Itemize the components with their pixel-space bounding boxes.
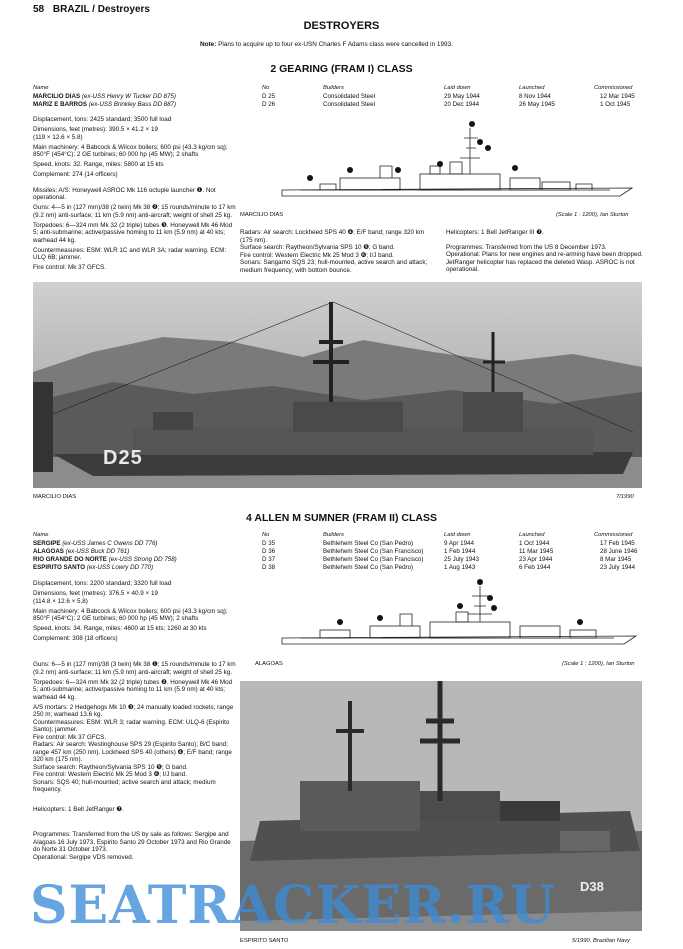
spec-helicopters: Helicopters: 1 Bell JetRanger ❼. [33,805,124,813]
spec-fire-control-radar: Fire control: Western Electric Mk 25 Mod 3 ❻; I/J band. [240,251,394,259]
ship-laid-down: 9 Apr 1944 [444,540,474,547]
note [200,41,453,48]
spec-sonars: Sonars: Sangamo SQS 23; hull-mounted, active search and attack; medium frequency; with bottom bounce. [240,259,428,274]
col-header-launched: Launched [519,85,545,91]
page-header [33,4,150,15]
col-header-name: Name [33,532,49,538]
ship-launched: 26 May 1945 [519,101,555,108]
sumner-photo-date: 5/1990, Brazilian Navy [572,938,631,944]
ship-laid-down: 1 Aug 1943 [444,564,476,571]
sumner-weapons [33,661,238,864]
ship-builder: Consolidated Steel [323,101,375,108]
spec-machinery: Main machinery: 4 Babcock & Wilcox boilers; 600 psi (43.3 kg/cm sq); 850°F (454°C); 2 GE turbines; 60 000 hp (45 MW); 2 shafts [33,143,228,158]
sumner-drawing-caption: ALAGOAS [255,661,283,667]
table-row: SERGIPE (ex-USS James C Owens DD 776) [33,540,158,547]
ship-laid-down: 20 Dec 1944 [444,101,480,108]
spec-torpedoes: Torpedoes: 6—324 mm Mk 32 (2 triple) tubes ❷. Honeywell Mk 46 Mod 5; anti-submarine; active/passive homing to 11 km (5.9 nm) at 40 kts; warhead 44 kg. [33,678,233,701]
spec-missiles: Missiles: A/S: Honeywell ASROC Mk 116 octuple launcher ❶. Not operational. [33,186,216,201]
spec-complement: Complement: 274 (14 officers) [33,171,118,178]
spec-machinery: Main machinery: 4 Babcock & Wilcox boilers; 600 psi (43.3 kg/cm sq); 850°F (454°C); 2 GE turbines; 60 000 hp (45 MW); 2 shafts [33,607,228,622]
ship-number: D 37 [262,556,276,563]
col-header-commissioned: Commissioned [594,532,633,538]
spec-dimensions: Dimensions, feet (metres): 390.5 × 41.2 × 19 [33,126,158,133]
ship-launched: 1 Oct 1944 [519,540,550,547]
spec-speed: Speed, knots: 34. Range, miles: 4600 at 15 kts; 1260 at 30 kts [33,625,207,632]
sumner-ship-drawing [280,578,640,660]
ship-commissioned: 8 Mar 1945 [600,556,632,563]
gearing-notes [446,229,644,276]
ship-commissioned: 1 Oct 1945 [600,101,631,108]
ship-commissioned: 23 July 1944 [600,564,636,571]
running-title: BRAZIL / Destroyers [52,4,150,15]
ship-number: D 26 [262,101,276,108]
gearing-photo [33,282,642,488]
ship-laid-down: 29 May 1944 [444,93,480,100]
spec-radars: Radars: Air search: Lockheed SPS 40 ❹; E/F band; range 320 km (175 nm). [240,229,425,244]
spec-speed: Speed, knots: 32. Range, miles: 5800 at 15 kts [33,161,164,168]
section-title: DESTROYERS [303,20,380,32]
spec-fire-control: Fire control: Mk 37 GFCS. [33,264,107,271]
spec-displacement: Displacement, tons: 2200 standard; 3320 full load [33,580,172,587]
spec-torpedoes: Torpedoes: 6—324 mm Mk 32 (2 triple) tubes ❸. Honeywell Mk 46 Mod 5; anti-submarine; active/passive homing to 11 km (5.9 nm) at 40 kts; warhead 44 kg. [33,221,233,244]
col-header-commissioned: Commissioned [594,85,633,91]
ship-laid-down: 25 July 1943 [444,556,480,563]
spec-dimensions: Dimensions, feet (metres): 376.5 × 40.9 × 19 [33,590,158,597]
spec-surface-search: Surface search: Raytheon/Sylvania SPS 10 ❺; G band. [240,244,395,251]
gearing-specs [33,116,238,274]
spec-countermeasures: Countermeasures: ESM: WLR 3; radar warning. ECM: ULQ-6 (Espirito Santo); jammer. [33,718,230,733]
sumner-ships-table [33,532,673,572]
gearing-photo-caption: MARCILIO DIAS [33,494,77,500]
ship-launched: 23 Apr 1944 [519,556,553,563]
table-row: MARCILIO DIAS (ex-USS Henry W Tucker DD 875) [33,93,176,100]
ship-commissioned: 17 Feb 1945 [600,540,635,547]
ship-commissioned: 28 June 1946 [600,548,638,555]
ship-builder: Bethlehem Steel Co (San Pedro) [323,564,414,571]
watermark-logo [30,875,556,936]
gearing-photo-date: 7/1990 [616,494,634,500]
ship-number: D 35 [262,540,276,547]
spec-operational: Operational: Sergipe VDS removed. [33,853,134,861]
table-row: ALAGOAS (ex-USS Buck DD 761) [33,548,130,555]
spec-displacement: Displacement, tons: 2425 standard; 3500 full load [33,116,172,123]
spec-sonars: Sonars: SQS 40; hull-mounted; active search and attack; medium frequency. [33,778,216,793]
ship-builder: Consolidated Steel [323,93,375,100]
spec-programmes: Programmes: Transferred from the US by sale as follows: Sergipe and Alagoas 16 July 1973, Espirito Santo 29 October 1973 and Rio Grande do Norte 31 October 1973. [33,831,231,853]
gearing-ship-drawing [280,118,636,210]
ship-laid-down: 1 Feb 1944 [444,548,476,555]
spec-helicopters: Helicopters: 1 Bell JetRanger III ❼. [446,229,544,236]
sumner-class-title: 4 ALLEN M SUMNER (FRAM II) CLASS [246,512,437,524]
note-label: Note: [200,41,217,48]
table-row: MARIZ E BARROS (ex-USS Brinkley Bass DD 887) [33,101,177,108]
col-header-launched: Launched [519,532,545,538]
spec-dimensions-metric: (119 × 12.6 × 5.8) [33,133,83,141]
ship-builder: Bethlehem Steel Co (San Pedro) [323,540,414,547]
col-header-name: Name [33,85,49,91]
ship-launched: 6 Feb 1944 [519,564,551,571]
ship-number: D 38 [262,564,276,571]
hull-number-d38: D38 [580,879,604,894]
ship-launched: 11 Mar 1945 [519,548,554,555]
col-header-builders: Builders [323,532,344,538]
spec-fire-control: Fire control: Mk 37 GFCS. [33,733,107,741]
table-row: ESPIRITO SANTO (ex-USS Lowry DD 770) [33,564,154,571]
col-header-builders: Builders [323,85,344,91]
col-header-no: No [262,85,270,91]
ship-number: D 36 [262,548,276,555]
spec-surface-search: Surface search: Raytheon/Sylvania SPS 10 ❺; G band. [33,763,188,771]
spec-fire-control-radar: Fire control: Western Electric Mk 25 Mod 3 ❻; I/J band. [33,771,187,778]
spec-complement: Complement: 308 (18 officers) [33,635,118,642]
spec-guns: Guns: 6—5 in (127 mm)/38 (3 twin) Mk 38 ❶; 15 rounds/minute to 17 km (9.2 nm) anti-surface; 11 km (5.9 nm) anti-aircraft; weight of shell 25 kg. [33,661,236,676]
spec-guns: Guns: 4—5 in (127 mm)/38 (2 twin) Mk 38 ❷; 15 rounds/minute to 17 km (9.2 nm) anti-surface; 11 km (5.9 nm) anti-aircraft; weight of shell 25 kg. [33,204,236,219]
gearing-sensors [240,229,438,277]
gearing-drawing-caption: MARCILIO DIAS [240,212,284,218]
spec-operational: Operational: Plans for new engines and re-arming have been dropped. JetRanger helicopter has replaced the deleted Wasp. ASROC is not operational. [446,251,643,273]
table-row: RIO GRANDE DO NORTE (ex-USS Strong DD 758) [33,556,177,563]
col-header-laid-down: Laid down [444,85,471,91]
gearing-drawing-scale: (Scale 1 : 1200), Ian Sturton [556,212,629,218]
note-text: Plans to acquire up to four ex-USN Charles F Adams class were cancelled in 1993. [218,41,453,48]
ship-builder: Bethlehem Steel Co (San Francisco) [323,556,424,563]
spec-as-mortars: A/S mortars: 2 Hedgehogs Mk 10 ❸; 24 manually loaded rockets; range 250 m; warhead 13.6 kg. [33,703,234,718]
ship-commissioned: 12 Mar 1945 [600,93,635,100]
ship-number: D 25 [262,93,276,100]
ship-launched: 8 Nov 1944 [519,93,551,100]
page-number: 58 [33,4,45,15]
spec-dimensions-metric: (114.8 × 12.6 × 5.8) [33,597,88,605]
ship-builder: Bethlehem Steel Co (San Francisco) [323,548,424,555]
gearing-class-title: 2 GEARING (FRAM I) CLASS [270,63,413,75]
spec-countermeasures: Countermeasures: ESM: WLR 1C and WLR 3A; radar warning. ECM: ULQ 6B; jammer. [33,246,227,261]
sumner-drawing-scale: (Scale 1 : 1200), Ian Sturton [562,661,635,667]
col-header-no: No [262,532,270,538]
spec-radars: Radars: Air search: Westinghouse SPS 29 (Espirito Santo); B/C band; range 457 km (250 nm). Lockheed SPS 40 (others) ❹; E/F band; range 320 km (175 nm). [33,741,232,763]
gearing-ships-table [33,85,673,111]
watermark-text: SEATRACKER.RU [30,875,557,936]
col-header-laid-down: Laid down [444,532,471,538]
spec-programmes: Programmes: Transferred from the US 8 December 1973. [446,243,607,251]
hull-number-d25: D25 [103,447,143,469]
sumner-photo-caption: ESPIRITO SANTO [240,938,289,944]
sumner-specs [33,580,238,645]
